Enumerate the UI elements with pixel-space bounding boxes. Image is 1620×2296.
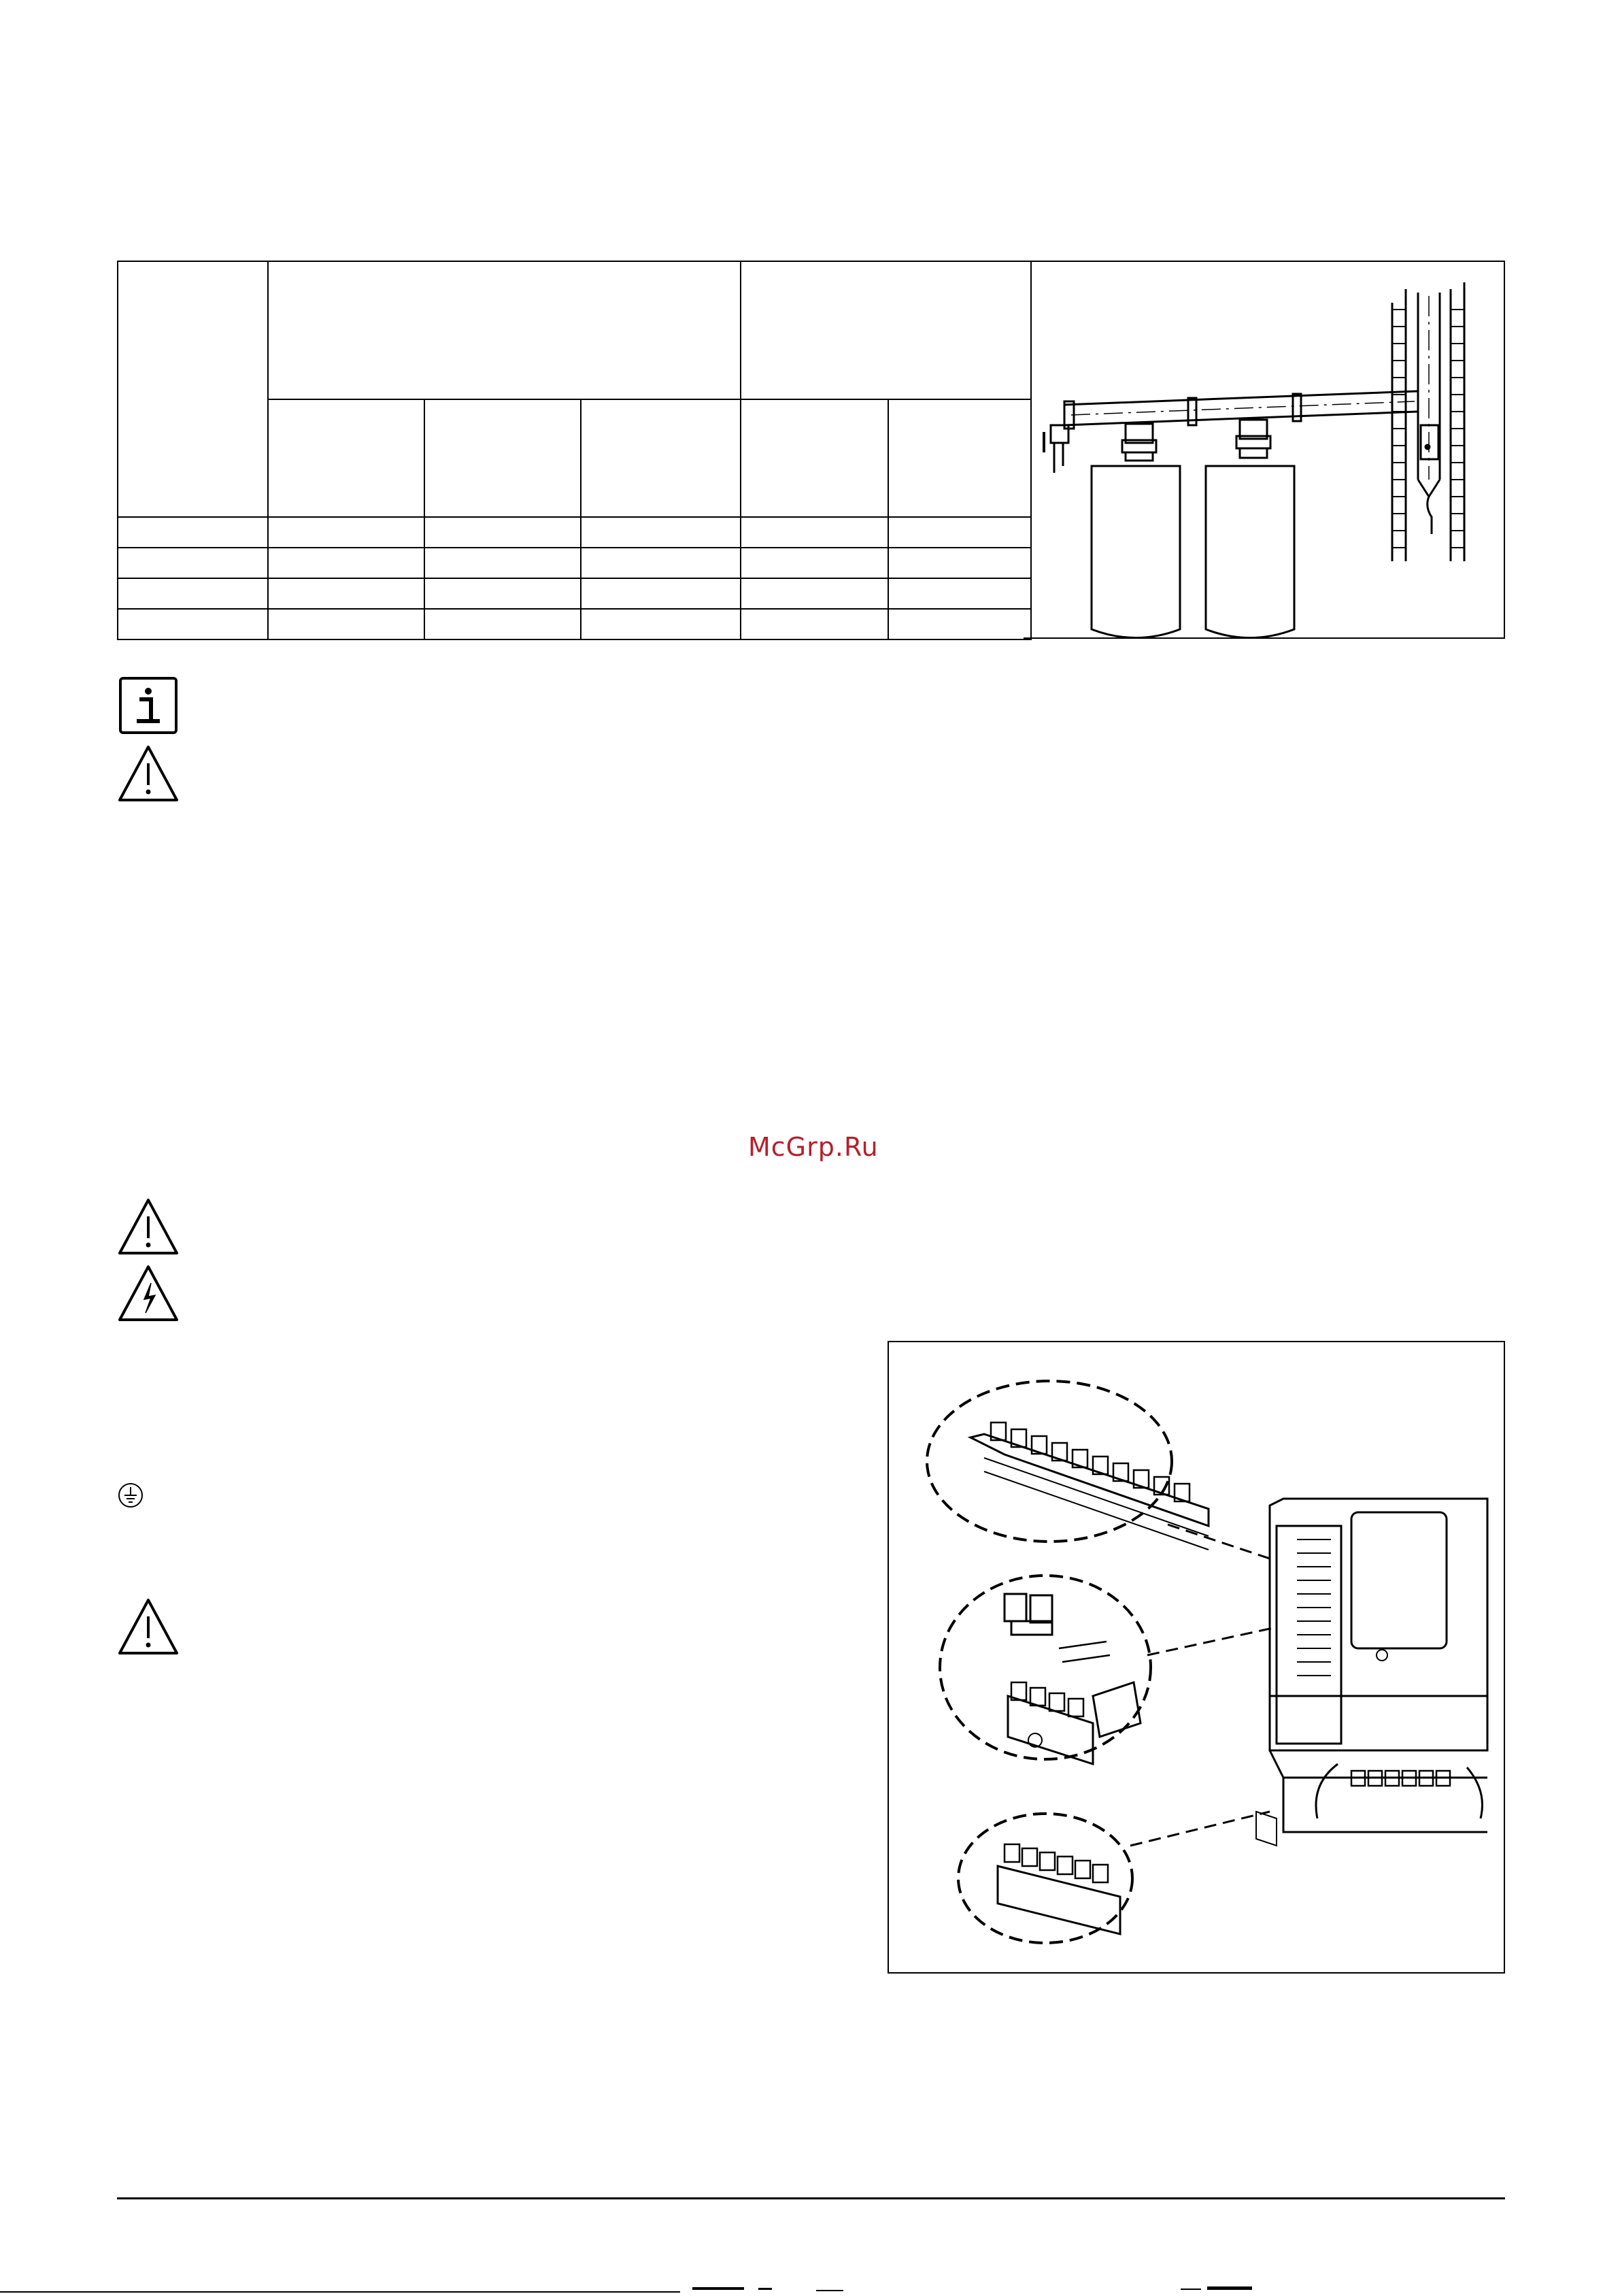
table-row (118, 578, 1031, 609)
chimney-wall-left (1392, 289, 1406, 561)
table-header-cell (118, 261, 268, 517)
table-subheader-cell (581, 399, 741, 517)
warning-triangle-icon (117, 1197, 180, 1256)
terminal-block-callout-middle (940, 1576, 1151, 1764)
table-header-cell (268, 261, 741, 399)
two-boilers-common-flue-diagram (1024, 262, 1504, 639)
info-icon (118, 676, 178, 735)
control-box-housing (1256, 1499, 1487, 1846)
table-row (118, 609, 1031, 639)
connection-diagram-panel (888, 1341, 1505, 1974)
flue-table (117, 261, 1032, 640)
terminal-block-callout-bottom (958, 1814, 1132, 1943)
table-row (118, 548, 1031, 578)
chimney-wall-right (1451, 282, 1464, 561)
table-row (118, 517, 1031, 548)
table-header-cell (741, 261, 1031, 399)
footer-rule (117, 2197, 1505, 2199)
terminal-block-callout-top (927, 1381, 1209, 1550)
warning-triangle-icon (117, 744, 180, 803)
page-bottom-edge-artifacts (0, 2283, 1620, 2292)
table-subheader-cell (268, 399, 424, 517)
electric-hazard-icon (117, 1264, 180, 1322)
electrical-terminal-blocks-diagram (889, 1342, 1504, 1972)
table-subheader-cell (741, 399, 888, 517)
table-subheader-cell (888, 399, 1031, 517)
warning-triangle-icon (117, 1597, 180, 1656)
watermark: McGrp.Ru (748, 1132, 879, 1162)
table-subheader-cell (424, 399, 581, 517)
ground-symbol-icon (117, 1482, 144, 1509)
flue-diagram-panel (1024, 261, 1505, 639)
